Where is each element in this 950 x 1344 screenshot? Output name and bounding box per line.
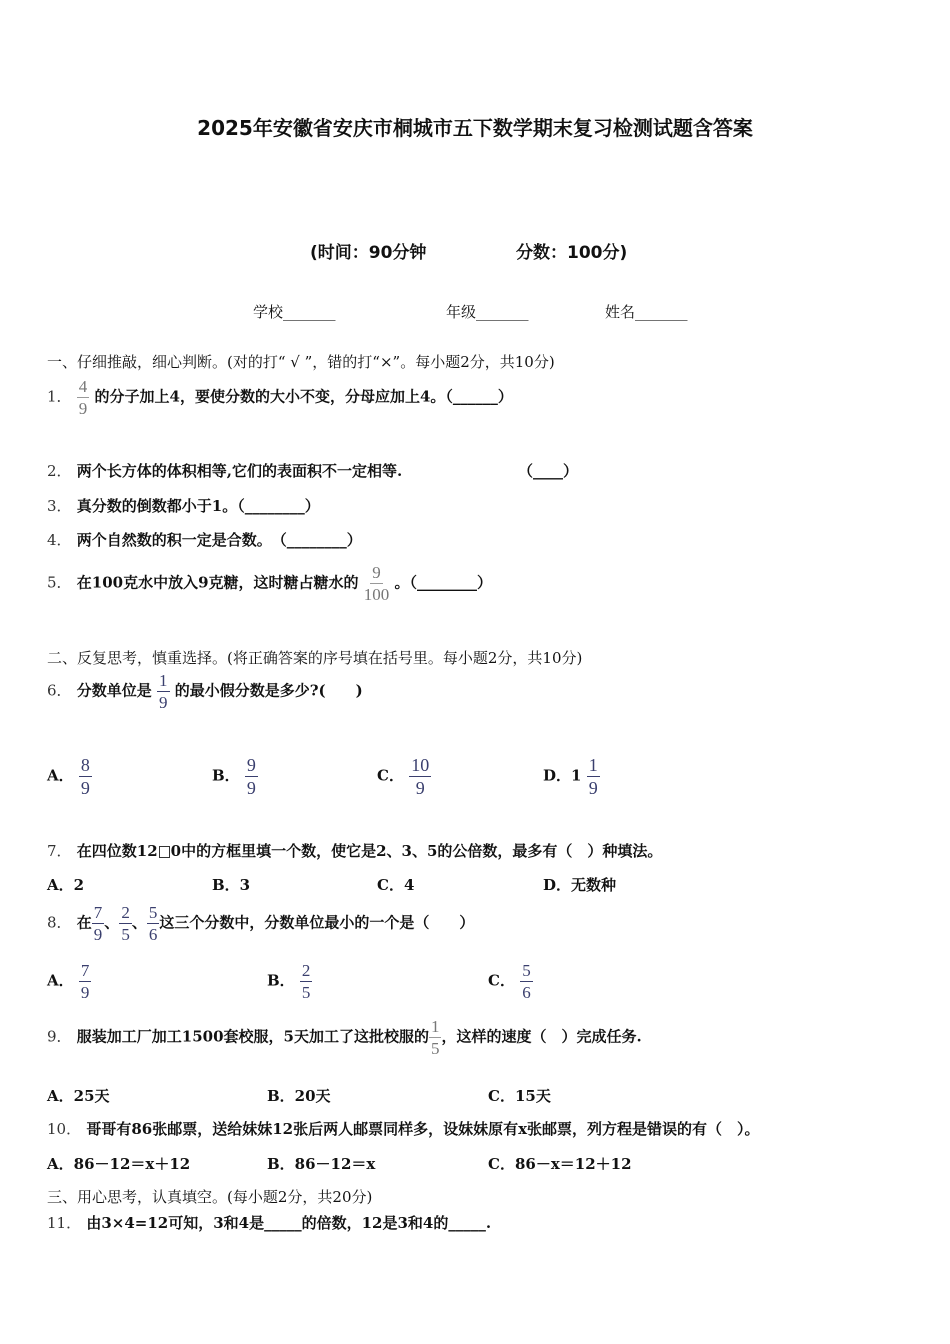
fraction (409, 756, 431, 797)
name-field: 姓名_______ (605, 303, 688, 321)
option-label: B． (267, 971, 295, 990)
question-10 (47, 1118, 760, 1139)
numerator: 1 (430, 1017, 440, 1036)
option-10a[interactable]: A．86－12＝x＋12 (47, 1155, 191, 1173)
question-text: 分数单位是 (76, 681, 152, 700)
option-label: C． (377, 766, 404, 785)
option-10b[interactable]: B．86－12＝x (267, 1155, 376, 1173)
question-text: 服装加工厂加工1500套校服，5天加工了这批校服的 (76, 1027, 429, 1046)
numerator: 10 (411, 755, 430, 775)
denominator: 9 (159, 693, 168, 712)
fraction (520, 962, 533, 1001)
question-text: ，这样的速度（ ）完成任务. (441, 1027, 642, 1046)
option-7b[interactable]: B．3 (212, 876, 251, 894)
numerator: 7 (80, 961, 90, 980)
fraction (119, 904, 132, 943)
question-number: 3． (47, 497, 72, 515)
question-4 (47, 529, 362, 550)
fraction (587, 756, 600, 797)
question-number: 2． (47, 462, 72, 480)
question-2 (47, 460, 402, 481)
fraction (157, 672, 170, 711)
whole-number: 1 (571, 766, 582, 785)
numerator: 7 (93, 903, 103, 922)
option-7d[interactable]: D．无数种 (543, 876, 617, 894)
numerator: 9 (246, 755, 256, 775)
denominator: 9 (246, 778, 256, 798)
denominator: 9 (415, 778, 425, 798)
option-label: D． (543, 766, 572, 785)
numerator: 2 (121, 903, 130, 922)
option-label: A． (47, 766, 74, 785)
fraction (245, 756, 258, 797)
numerator: 5 (148, 903, 158, 922)
option-8a[interactable] (47, 962, 91, 1001)
question-7 (47, 840, 662, 861)
denominator: 6 (148, 925, 158, 944)
question-text: 两个长方体的体积相等,它们的表面积不一定相等. (76, 462, 403, 480)
numerator: 1 (159, 671, 168, 690)
option-8c[interactable] (488, 962, 533, 1001)
numerator: 9 (372, 563, 381, 582)
question-number: 7． (47, 842, 72, 860)
section-heading-1: 一、仔细推敲，细心判断。(对的打“ √ ”，错的打“×”。每小题2分，共10分) (47, 353, 555, 371)
question-text: 0中的方框里填一个数，使它是2、3、5的公倍数，最多有（ ）种填法。 (170, 842, 663, 860)
question-8 (47, 904, 474, 943)
fraction (364, 564, 390, 603)
numerator: 4 (78, 377, 88, 396)
option-label: A． (47, 971, 74, 990)
question-text: 在100克水中放入9克糖，这时糖占糖水的 (76, 573, 359, 592)
question-5 (47, 564, 492, 603)
denominator: 9 (80, 778, 90, 798)
numerator: 5 (522, 961, 531, 980)
denominator: 9 (93, 925, 103, 944)
question-11 (47, 1212, 491, 1233)
denominator: 9 (78, 399, 88, 418)
denominator: 9 (80, 983, 90, 1002)
question-text: 两个自然数的积一定是合数。 （________） (76, 531, 362, 549)
question-number: 1． (47, 387, 72, 406)
denominator: 5 (121, 925, 130, 944)
exam-time: (时间：90分钟 (310, 243, 427, 263)
numerator: 1 (588, 755, 598, 775)
question-1 (47, 378, 513, 417)
numerator: 2 (301, 961, 311, 980)
question-number: 4． (47, 531, 72, 549)
fraction (79, 756, 92, 797)
question-text: 真分数的倒数都小于1。（________） (76, 497, 320, 515)
option-9b[interactable]: B．20天 (267, 1087, 331, 1105)
question-text: 。（________） (394, 573, 493, 592)
option-label: C． (488, 971, 515, 990)
question-number: 9． (47, 1027, 72, 1046)
fraction (79, 962, 92, 1001)
option-label: B． (212, 766, 240, 785)
numerator: 8 (80, 755, 90, 775)
option-7a[interactable]: A．2 (47, 876, 85, 894)
question-number: 5． (47, 573, 72, 592)
option-10c[interactable]: C．86－x＝12＋12 (488, 1155, 632, 1173)
option-6b[interactable] (212, 756, 258, 797)
option-6a[interactable] (47, 756, 92, 797)
option-7c[interactable]: C．4 (377, 876, 415, 894)
question-9 (47, 1018, 642, 1057)
question-text: 在 (76, 913, 92, 932)
question-text: 这三个分数中，分数单位最小的一个是（ ） (159, 913, 475, 932)
separator: 、 (104, 913, 120, 932)
question-number: 10． (47, 1120, 82, 1138)
question-number: 8． (47, 913, 72, 932)
fraction (429, 1018, 442, 1057)
fraction (77, 378, 90, 417)
question-text: 的最小假分数是多少?( ) (174, 681, 363, 700)
denominator: 9 (588, 778, 598, 798)
question-6 (47, 672, 363, 711)
option-6d[interactable] (543, 756, 600, 797)
question-text: 的分子加上4，要使分数的大小不变，分母应加上4。（______） (94, 387, 513, 406)
denominator: 5 (301, 983, 311, 1002)
question-text: 由3×4=12可知，3和4是_____的倍数，12是3和4的_____. (86, 1214, 492, 1232)
blank-box-icon (159, 846, 170, 858)
option-8b[interactable] (267, 962, 312, 1001)
separator: 、 (131, 913, 147, 932)
fraction (300, 962, 313, 1001)
fraction (92, 904, 105, 943)
grade-field: 年级_______ (446, 303, 529, 321)
denominator: 100 (363, 585, 390, 604)
section-heading-3: 三、用心思考，认真填空。(每小题2分，共20分) (47, 1188, 373, 1206)
question-3 (47, 495, 320, 516)
page-title: 2025年安徽省安庆市桐城市五下数学期末复习检测试题含答案 (197, 116, 753, 140)
option-6c[interactable] (377, 756, 431, 797)
fraction (147, 904, 160, 943)
answer-blank-2: （____） (518, 462, 579, 480)
denominator: 5 (430, 1039, 440, 1058)
denominator: 6 (522, 983, 531, 1002)
exam-score: 分数：100分) (516, 243, 628, 263)
option-9c[interactable]: C．15天 (488, 1087, 551, 1105)
option-9a[interactable]: A．25天 (47, 1087, 110, 1105)
question-number: 6． (47, 681, 72, 700)
school-field: 学校_______ (253, 303, 336, 321)
question-text: 在四位数12 (76, 842, 158, 860)
question-text: 哥哥有86张邮票，送给妹妹12张后两人邮票同样多，设妹妹原有x张邮票，列方程是错误的有（ ）。 (86, 1120, 760, 1138)
section-heading-2: 二、反复思考，慎重选择。(将正确答案的序号填在括号里。每小题2分，共10分) (47, 649, 583, 667)
question-number: 11． (47, 1214, 82, 1232)
